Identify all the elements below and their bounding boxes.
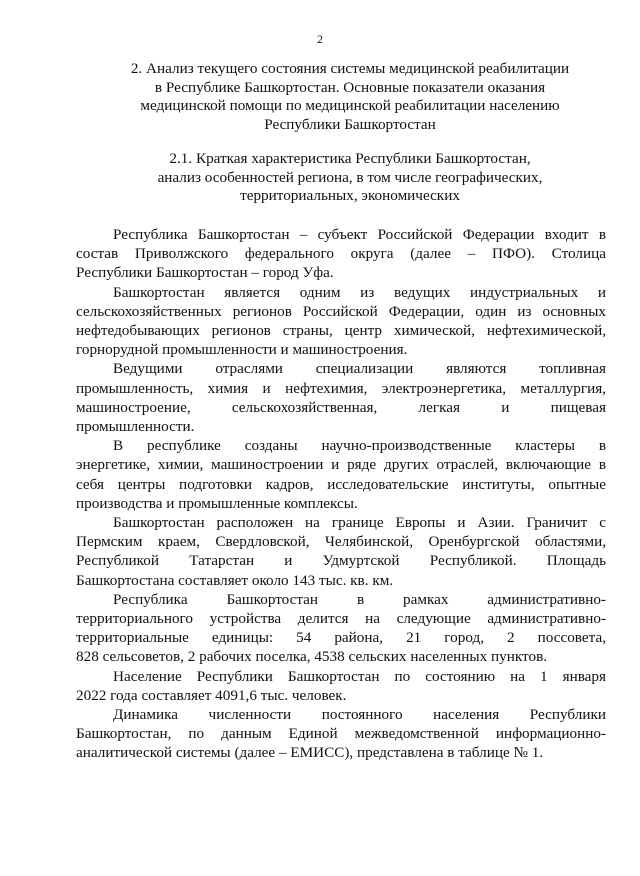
section-title-line: 2. Анализ текущего состояния системы медицинской реабилитации	[130, 60, 570, 77]
paragraph-industrial-region	[76, 283, 606, 360]
paragraph-federal-subject	[76, 225, 606, 283]
paragraph-line: Башкортостан расположен на границе Европы и Азии. Граничит с	[113, 514, 606, 532]
paragraph-line: состав Приволжского федерального округа (далее – ПФО). Столица	[76, 245, 606, 263]
paragraph-line: нефтедобывающих регионов страны, центр химической, нефтехимической,	[76, 322, 606, 340]
page-number: 2	[317, 32, 323, 46]
body-text	[76, 225, 606, 763]
paragraph-population-dynamics	[76, 705, 606, 763]
paragraph-clusters	[76, 436, 606, 513]
paragraph-line: Башкортостана составляет около 143 тыс. кв. км.	[76, 571, 394, 589]
paragraph-line: 2022 года составляет 4091,6 тыс. человек.	[76, 686, 347, 704]
paragraph-line: аналитической системы (далее – ЕМИСС), представлена в таблице № 1.	[76, 744, 544, 762]
paragraph-line: Республики Башкортостан – город Уфа.	[76, 264, 334, 282]
paragraph-leading-industries	[76, 359, 606, 436]
paragraph-line: промышленность, химия и нефтехимия, электроэнергетика, металлургия,	[76, 379, 606, 397]
section-title-line: медицинской помощи по медицинской реабилитации населению	[140, 97, 560, 114]
subsection-title-line: 2.1. Краткая характеристика Республики Башкортостан,	[169, 150, 531, 167]
subsection-title	[110, 150, 590, 206]
paragraph-line: территориальные единицы: 54 района, 21 город, 2 поссовета,	[76, 629, 606, 647]
paragraph-line: Республикой Татарстан и Удмуртской Республикой. Площадь	[76, 552, 606, 570]
paragraph-line: Башкортостан является одним из ведущих индустриальных и	[113, 283, 606, 301]
paragraph-line: Пермским краем, Свердловской, Челябинской, Оренбургской областями,	[76, 533, 606, 551]
paragraph-line: энергетике, химии, машиностроении и ряде других отраслей, включающие в	[76, 456, 606, 474]
paragraph-line: производства и промышленные комплексы.	[76, 494, 358, 512]
section-title-line: Республики Башкортостан	[264, 115, 436, 133]
paragraph-line: Население Республики Башкортостан по состоянию на 1 января	[113, 667, 606, 685]
paragraph-line: Башкортостан, по данным Единой межведомственной информационно-	[76, 725, 606, 743]
paragraph-geography	[76, 513, 606, 590]
section-title	[100, 60, 600, 134]
paragraph-line: Динамика численности постоянного населения Республики	[113, 706, 606, 724]
paragraph-line: территориального устройства делится на следующие административно-	[76, 610, 606, 628]
paragraph-line: машиностроение, сельскохозяйственная, легкая и пищевая	[76, 398, 606, 416]
subsection-title-line: анализ особенностей региона, в том числе географических,	[157, 168, 543, 186]
paragraph-line: сельскохозяйственных регионов Российской Федерации, один из основных	[76, 302, 606, 320]
paragraph-administrative-division	[76, 590, 606, 667]
paragraph-line: себя центры подготовки кадров, исследовательские институты, опытные	[76, 475, 606, 493]
paragraph-line: Республика Башкортостан в рамках административно-	[113, 590, 606, 608]
paragraph-population	[76, 667, 606, 705]
paragraph-line: горнорудной промышленности и машиностроения.	[76, 341, 408, 359]
paragraph-line: промышленности.	[76, 418, 195, 436]
subsection-title-line: территориальных, экономических	[240, 187, 460, 204]
paragraph-line: 828 сельсоветов, 2 рабочих поселка, 4538 сельских населенных пунктов.	[76, 648, 548, 666]
section-title-line: в Республике Башкортостан. Основные показатели оказания	[154, 78, 546, 96]
paragraph-line: Республика Башкортостан – субъект Российской Федерации входит в	[113, 226, 606, 243]
paragraph-line: Ведущими отраслями специализации являются топливная	[113, 360, 606, 378]
paragraph-line: В республике созданы научно-производственные кластеры в	[113, 437, 606, 455]
